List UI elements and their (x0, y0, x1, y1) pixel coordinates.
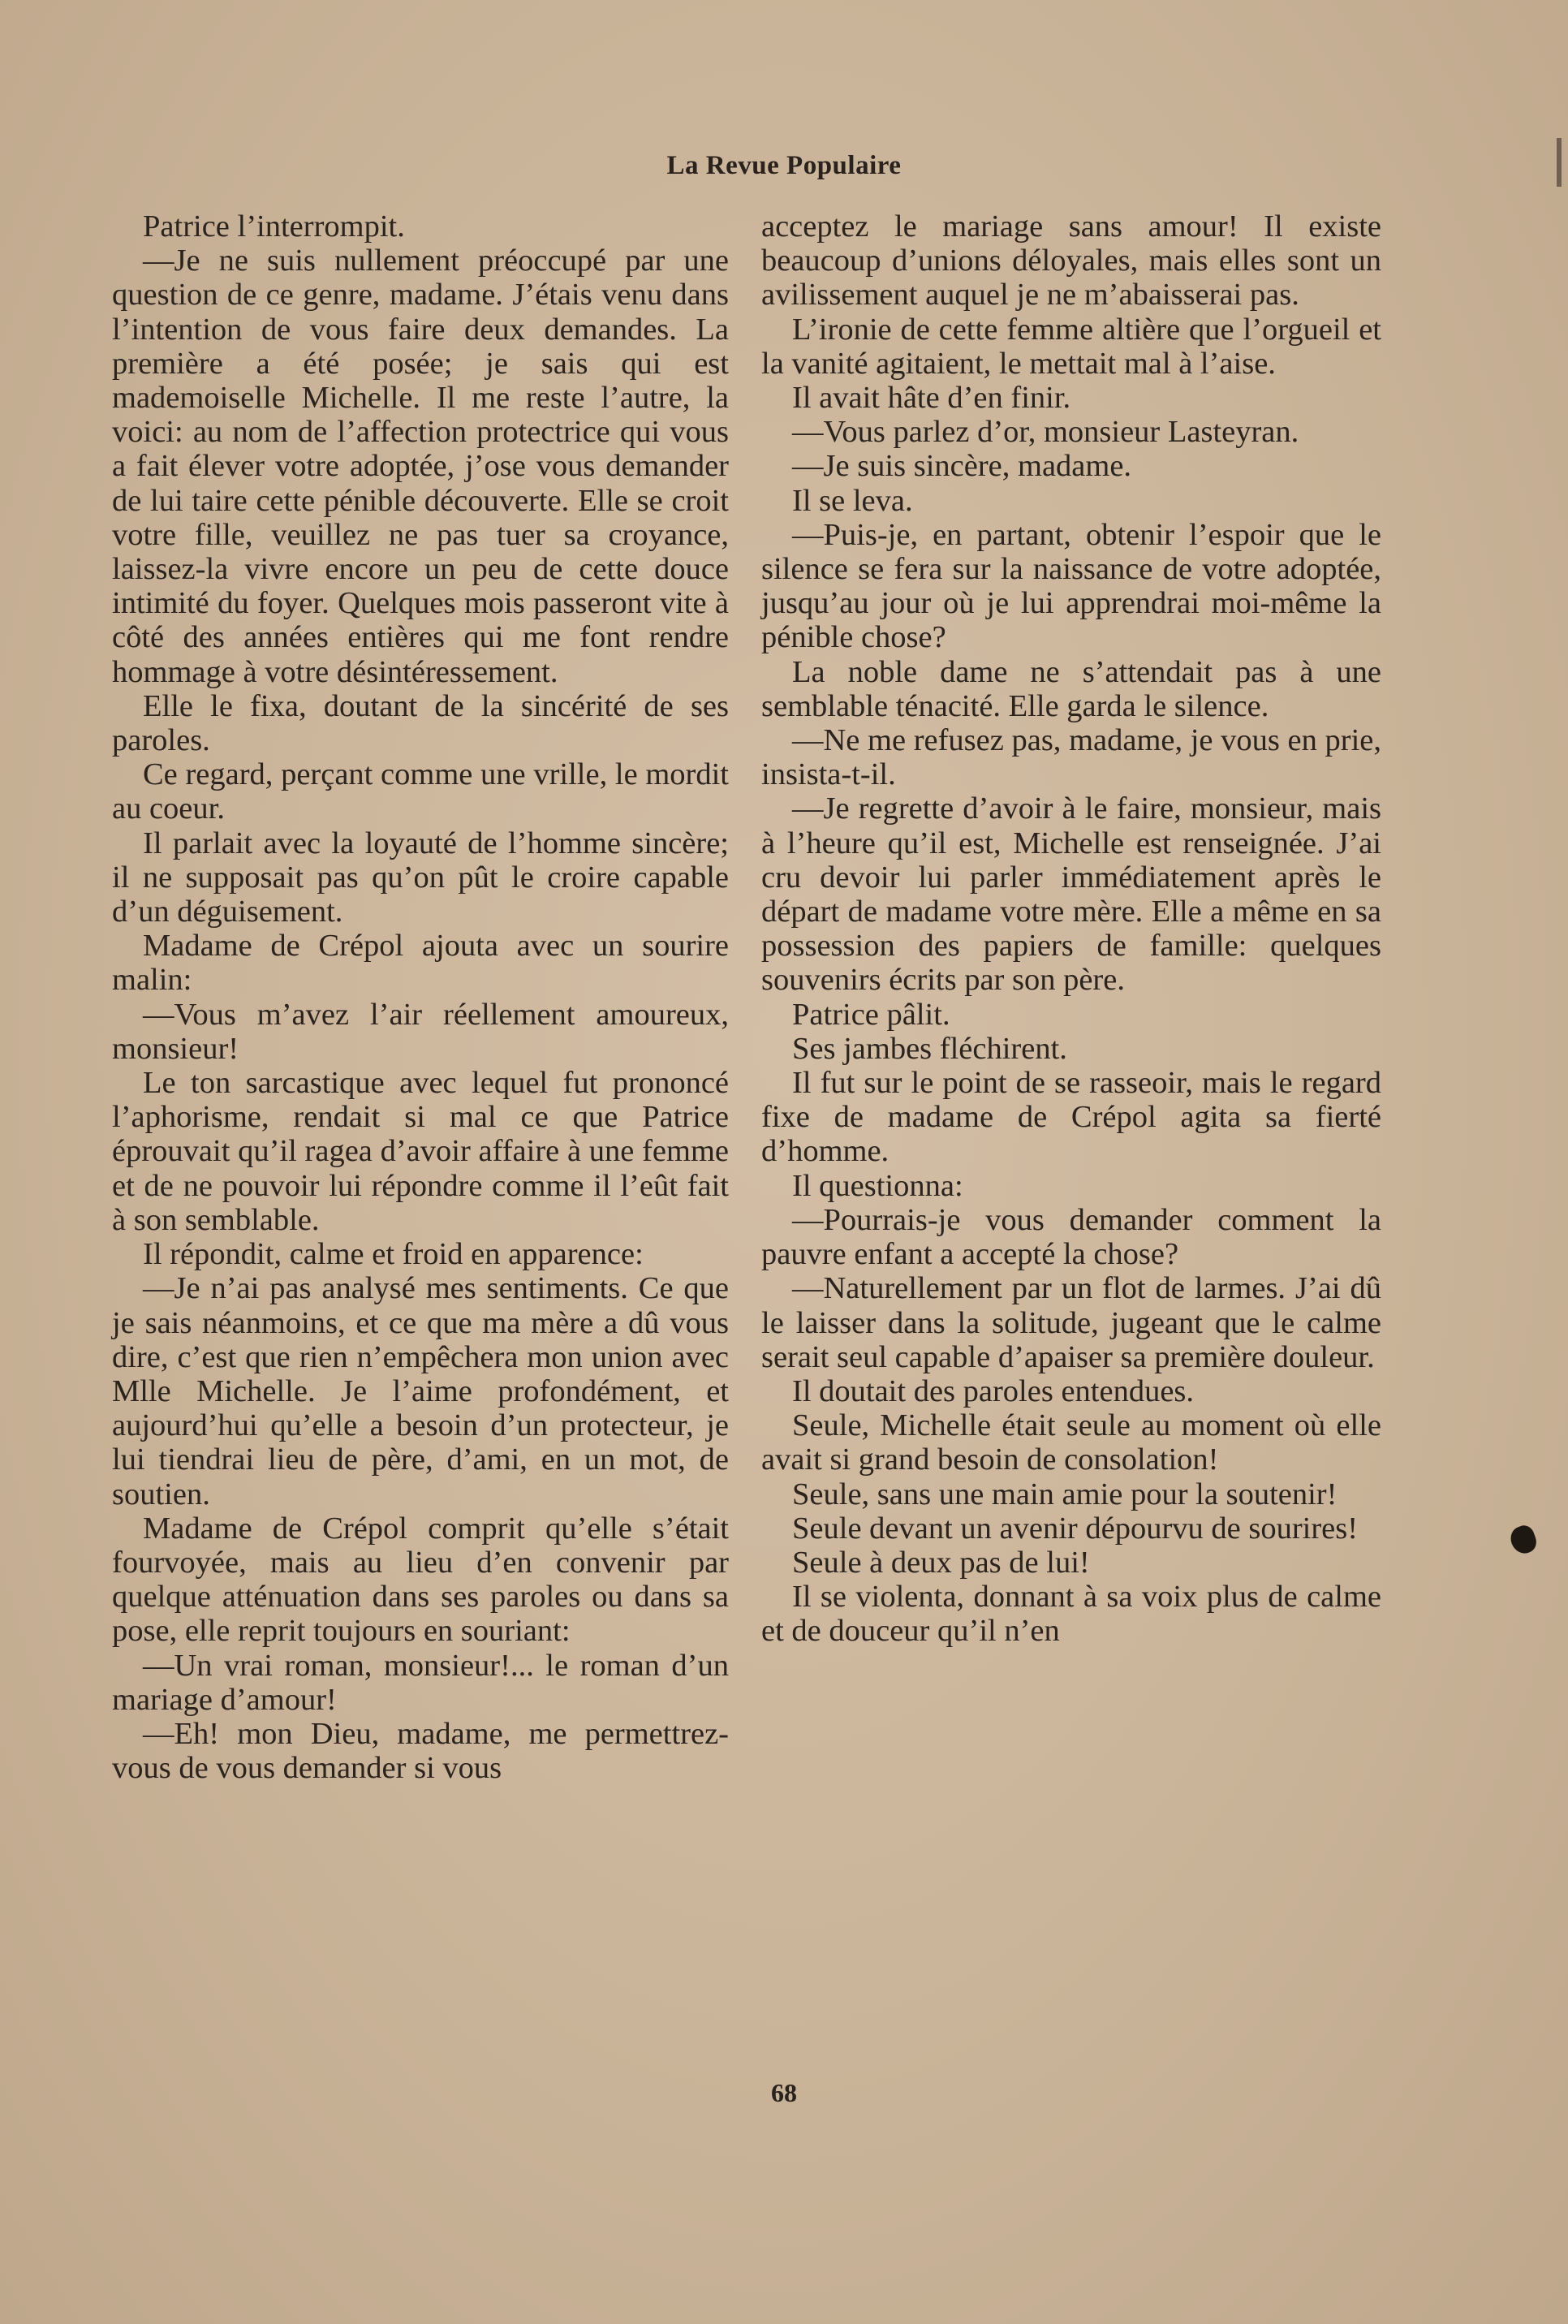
paragraph: Il questionna: (792, 1168, 963, 1203)
paragraph: Il doutait des paroles entendues. (792, 1373, 1195, 1408)
paragraph: Il se leva. (792, 483, 913, 518)
paragraph: Madame de Crépol ajouta avec un sourire malin: (112, 929, 729, 998)
paragraph: Madame de Crépol comprit qu’elle s’était fourvoyée, mais au lieu d’en convenir par quelque atténuation dans ses paroles ou dans sa pose, elle reprit toujours en souriant: (112, 1511, 729, 1649)
paragraph: Elle le fixa, doutant de la sincérité de ses paroles. (112, 688, 729, 758)
paragraph: Seule devant un avenir dépourvu de sourires! (792, 1511, 1359, 1546)
paragraph: Ce regard, perçant comme une vrille, le mordit au coeur. (112, 757, 729, 826)
paragraph: —Je suis sincère, madame. (792, 449, 1132, 484)
ink-stain (1507, 1523, 1540, 1557)
paragraph: —Ne me refusez pas, madame, je vous en prie, insista-t-il. (761, 723, 1381, 792)
paragraph: La noble dame ne s’attendait pas à une semblable ténacité. Elle garda le silence. (761, 654, 1381, 723)
paragraph: Seule, Michelle était seule au moment où elle avait si grand besoin de consolation! (761, 1408, 1381, 1477)
left-column (112, 209, 729, 1785)
paragraph: Il parlait avec la loyauté de l’homme sincère; il ne supposait pas qu’on pût le croire capable d’un déguisement. (112, 826, 729, 929)
paragraph: —Un vrai roman, monsieur!... le roman d’un mariage d’amour! (112, 1648, 729, 1717)
paragraph: —Je regrette d’avoir à le faire, monsieur, mais à l’heure qu’il est, Michelle est renseignée. J’ai cru devoir lui parler immédiatement après le départ de madame votre mère. Elle a même en sa possession des papiers de famille: quelques souvenirs écrits par son père. (761, 791, 1381, 998)
paragraph: —Puis-je, en partant, obtenir l’espoir que le silence se fera sur la naissance de votre adoptée, jusqu’au jour où je lui apprendrai moi-même la pénible chose? (761, 517, 1381, 655)
paragraph: Il se violenta, donnant à sa voix plus de calme et de douceur qu’il n’en (761, 1580, 1381, 1649)
right-column (761, 209, 1381, 1649)
page-number: 68 (771, 2078, 797, 2107)
paragraph: —Naturellement par un flot de larmes. J’ai dû le laisser dans la solitude, jugeant que le calme serait seul capable d’apaiser sa première douleur. (761, 1271, 1381, 1374)
paragraph: —Vous parlez d’or, monsieur Lasteyran. (792, 415, 1299, 450)
paragraph: Le ton sarcastique avec lequel fut prononcé l’aphorisme, rendait si mal ce que Patrice éprouvait qu’il ragea d’avoir affaire à une femme et de ne pouvoir lui répondre comme il l’eût fait à son semblable. (112, 1066, 729, 1237)
paragraph: —Je n’ai pas analysé mes sentiments. Ce que je sais néanmoins, et ce que ma mère a dû vous dire, c’est que rien n’empêchera mon union avec Mlle Michelle. Je l’aime profondément, et aujourd’hui qu’elle a besoin d’un protecteur, je lui tiendrai lieu de père, d’ami, en un mot, de soutien. (112, 1271, 729, 1511)
paragraph: Patrice l’interrompit. (143, 209, 405, 244)
paragraph: —Vous m’avez l’air réellement amoureux, monsieur! (112, 997, 729, 1066)
paragraph: —Je ne suis nullement préoccupé par une question de ce genre, madame. J’étais venu dans l’intention de vous faire deux demandes. La première a été posée; je sais qui est mademoiselle Michelle. Il me reste l’autre, la voici: au nom de l’affection protectrice qui vous a fait élever votre adoptée, j’ose vous demander de lui taire cette pénible découverte. Elle se croit votre fille, veuillez ne pas tuer sa croyance, laissez-la vivre encore un peu de cette douce intimité du foyer. Quelques mois passeront vite à côté des années entières qui me font rendre hommage à votre désintéressement. (112, 244, 729, 689)
paragraph: Seule, sans une main amie pour la soutenir! (792, 1477, 1338, 1511)
paragraph: Il fut sur le point de se rasseoir, mais le regard fixe de madame de Crépol agita sa fierté d’homme. (761, 1066, 1381, 1169)
paragraph: Il avait hâte d’en finir. (792, 381, 1071, 416)
paragraph: Patrice pâlit. (792, 997, 950, 1032)
paragraph: —Pourrais-je vous demander comment la pauvre enfant a accepté la chose? (761, 1202, 1381, 1272)
paragraph: Seule à deux pas de lui! (792, 1545, 1090, 1580)
paragraph: —Eh! mon Dieu, madame, me permettrez-vous de vous demander si vous (112, 1716, 729, 1786)
paragraph: Il répondit, calme et froid en apparence: (143, 1237, 644, 1272)
running-header: La Revue Populaire (666, 151, 902, 180)
paragraph: L’ironie de cette femme altière que l’orgueil et la vanité agitaient, le mettait mal à l’aise. (761, 312, 1381, 381)
paragraph: Ses jambes fléchirent. (792, 1031, 1067, 1066)
paragraph: acceptez le mariage sans amour! Il existe beaucoup d’unions déloyales, mais elles sont un avilissement auquel je ne m’abaisserai pas. (761, 209, 1381, 313)
